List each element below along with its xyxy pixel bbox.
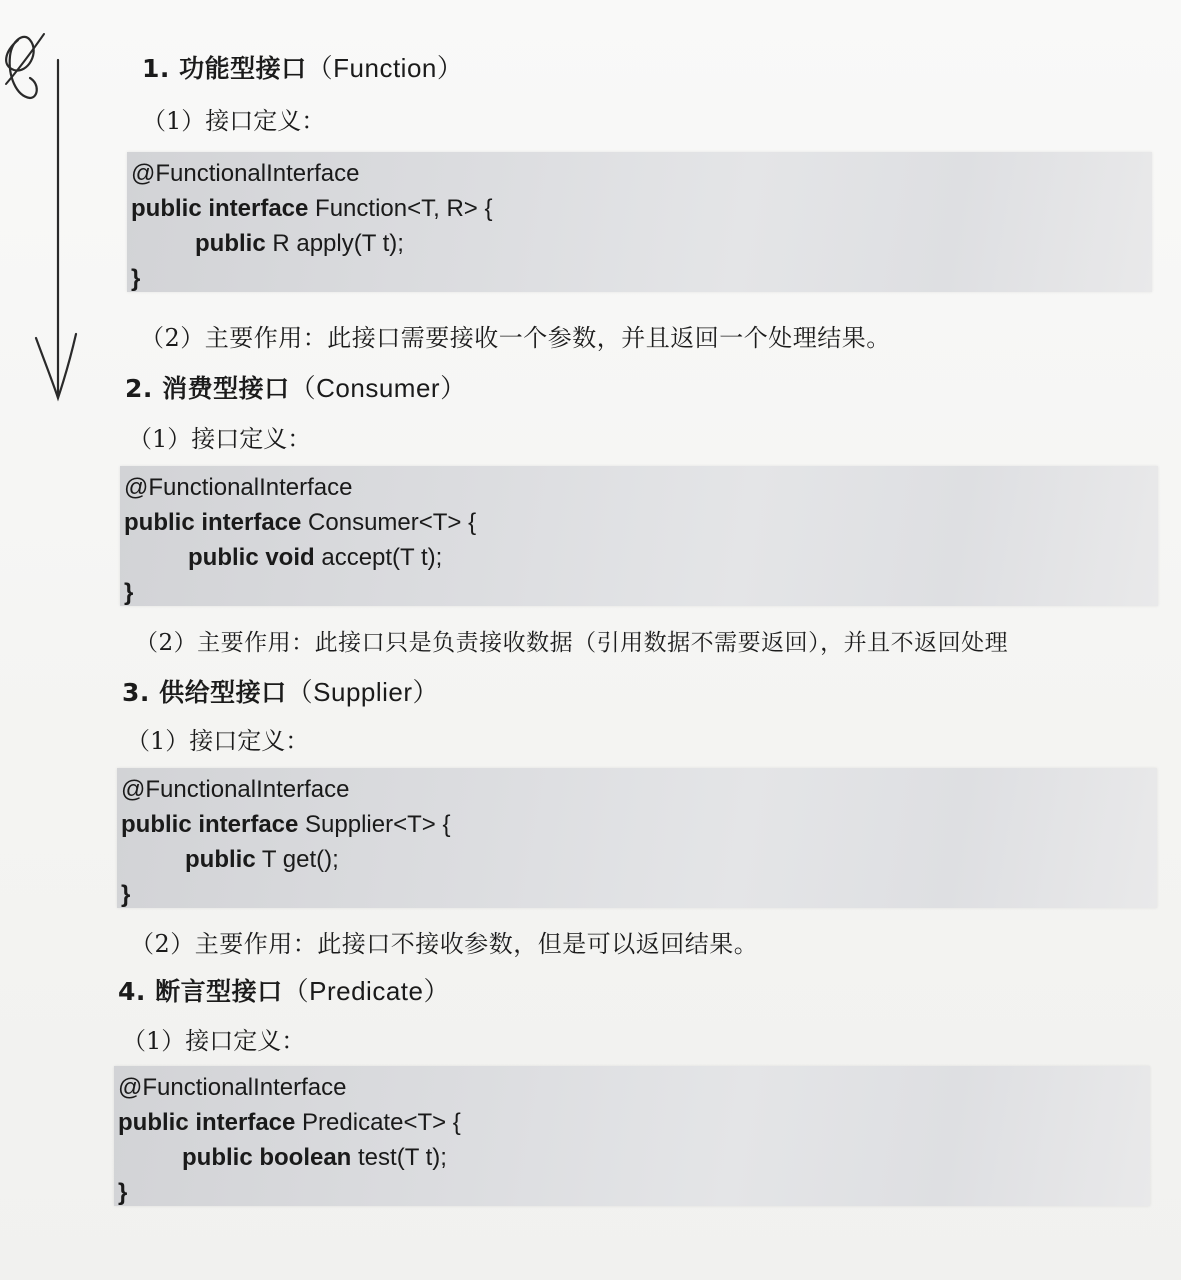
code-annotation: @FunctionalInterface [124, 474, 353, 501]
code-closing-brace: } [131, 265, 141, 292]
code-method: public R apply(T t); [195, 230, 404, 257]
section-3-definition-label: （1）接口定义： [126, 727, 310, 755]
code-declaration: public interface Supplier<T> { [121, 811, 451, 838]
section-1-title-en: （Function） [306, 53, 464, 83]
section-3-number: 3. [122, 678, 150, 707]
code-annotation: @FunctionalInterface [121, 776, 350, 803]
code-method: public void accept(T t); [188, 544, 443, 571]
section-4-title-en: （Predicate） [282, 976, 450, 1006]
section-1-role-text: （2）主要作用：此接口需要接收一个参数，并且返回一个处理结果。 [140, 324, 891, 352]
section-1-definition-label: （1）接口定义： [142, 107, 326, 135]
code-closing-brace: } [118, 1179, 128, 1206]
section-2-title-en: （Consumer） [289, 373, 467, 403]
section-4-heading [118, 971, 450, 1008]
section-2-heading [125, 368, 467, 405]
section-3-title-en: （Supplier） [286, 677, 440, 707]
section-2-title: 消费型接口 [162, 374, 290, 403]
section-3-role-text: （2）主要作用：此接口不接收参数，但是可以返回结果。 [130, 930, 759, 958]
section-3-code-block [117, 768, 1157, 908]
code-closing-brace: } [124, 579, 134, 606]
section-4-number: 4. [118, 977, 146, 1006]
section-2-definition-label: （1）接口定义： [128, 425, 312, 453]
section-4-code-block [114, 1066, 1150, 1206]
section-3-heading [122, 672, 439, 709]
code-declaration: public interface Predicate<T> { [118, 1109, 461, 1136]
code-declaration: public interface Function<T, R> { [131, 195, 493, 222]
section-1-number: 1. [142, 54, 170, 83]
section-4-definition-label: （1）接口定义： [122, 1027, 306, 1055]
section-2-number: 2. [125, 374, 153, 403]
section-2-code-block [120, 466, 1158, 606]
code-closing-brace: } [121, 881, 131, 908]
code-method: public T get(); [185, 846, 339, 873]
code-declaration: public interface Consumer<T> { [124, 509, 477, 536]
section-1-code-block [127, 152, 1152, 292]
section-2-role-text: （2）主要作用：此接口只是负责接收数据（引用数据不需要返回），并且不返回处理 [135, 630, 1009, 656]
section-1-heading [142, 48, 463, 85]
code-annotation: @FunctionalInterface [118, 1074, 347, 1101]
code-method: public boolean test(T t); [182, 1144, 447, 1171]
section-4-title: 断言型接口 [155, 977, 283, 1006]
section-3-title: 供给型接口 [159, 678, 287, 707]
section-1-title: 功能型接口 [179, 54, 307, 83]
code-annotation: @FunctionalInterface [131, 160, 360, 187]
handwritten-arrow-annotation [0, 0, 110, 420]
